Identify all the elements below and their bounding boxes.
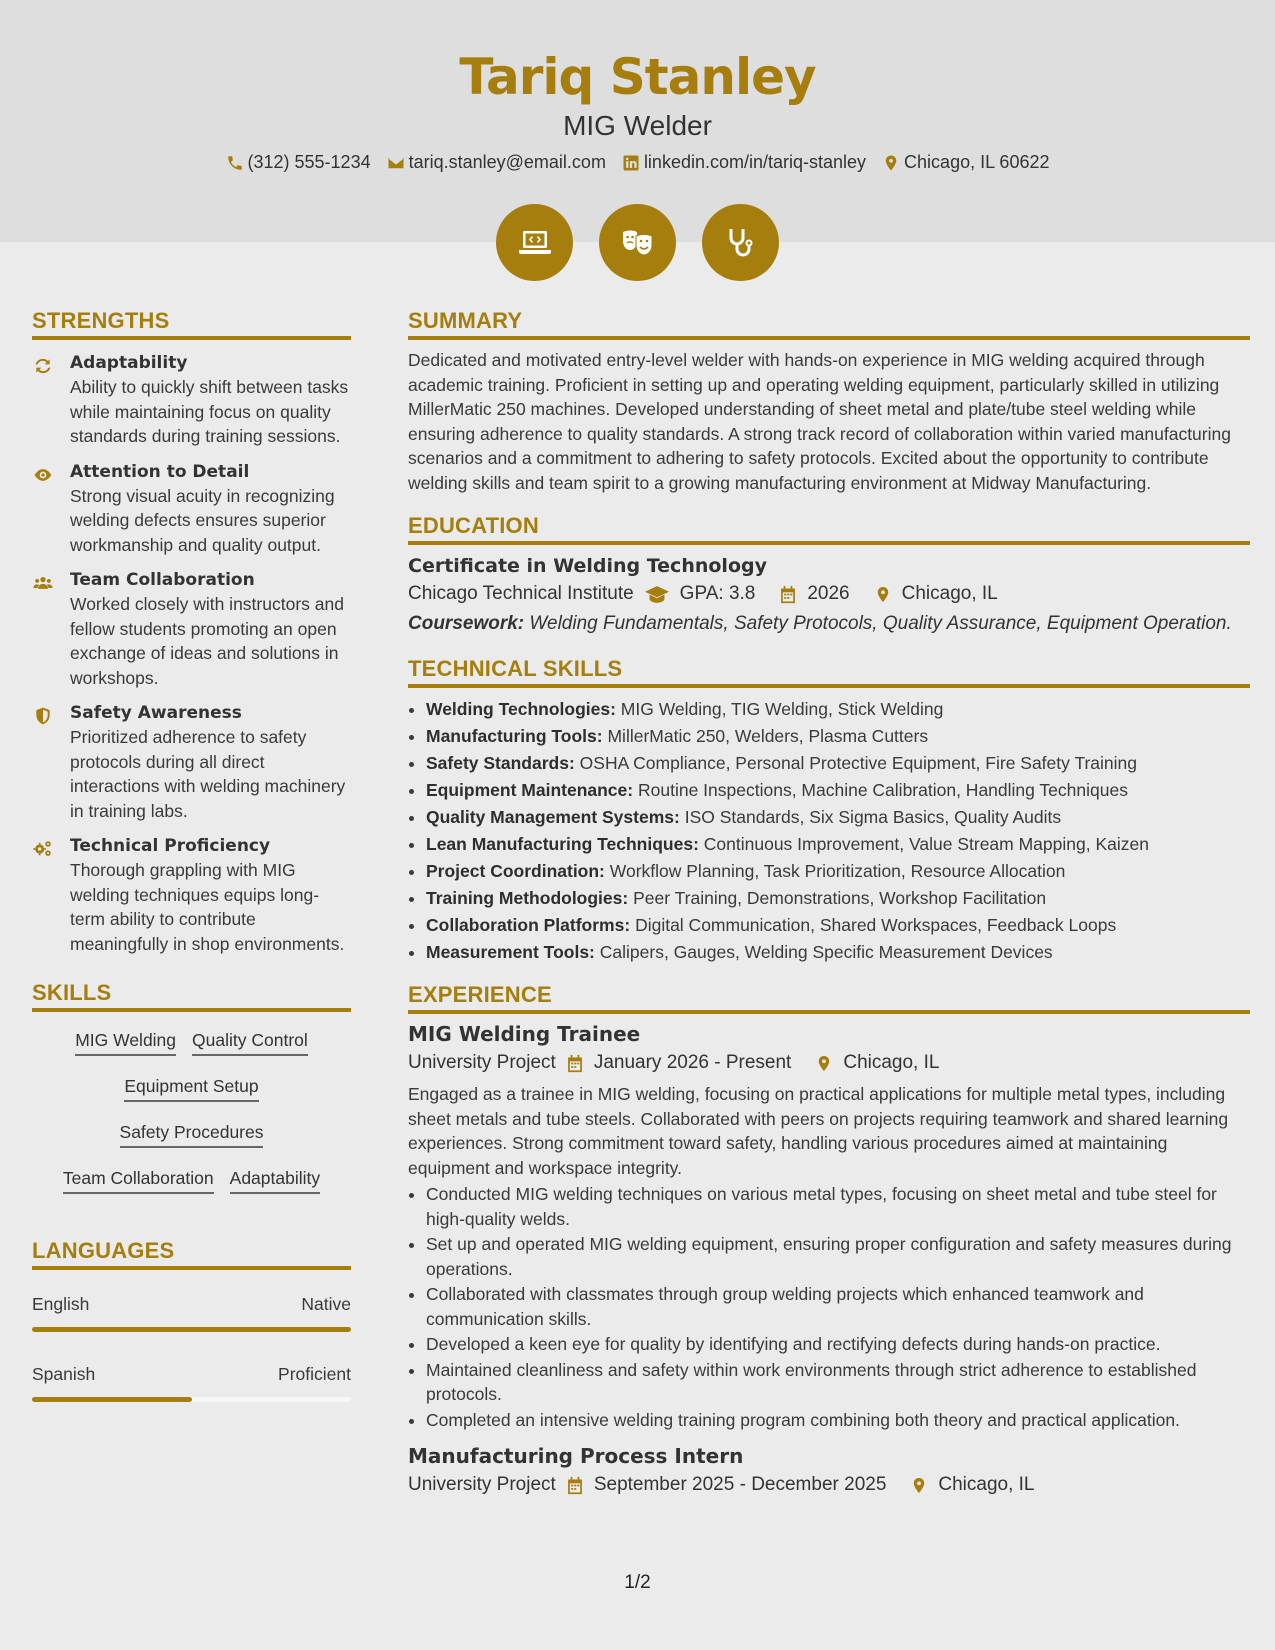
- degree-title: Certificate in Welding Technology: [408, 555, 767, 577]
- job-title: MIG Welder: [563, 110, 712, 141]
- job-entry-title: Manufacturing Process Intern: [408, 1444, 744, 1468]
- linkedin-text[interactable]: linkedin.com/in/tariq-stanley: [643, 152, 867, 172]
- list-item: • Set up and operated MIG welding equipment, ensuring proper configuration and safety measures during operations.: [426, 1232, 1250, 1281]
- job-org: University Project: [408, 1052, 556, 1073]
- strength-desc: Ability to quickly shift between tasks while maintaining focus on quality standards during training sessions.: [70, 377, 349, 446]
- education-location: Chicago, IL: [901, 583, 998, 604]
- list-item: • Lean Manufacturing Techniques: Continuous Improvement, Value Stream Mapping, Kaizen: [426, 831, 1250, 858]
- left-column: [32, 308, 351, 1402]
- language-bar-fill: [32, 1327, 351, 1332]
- calendar-icon: [566, 1054, 584, 1073]
- email-text[interactable]: tariq.stanley@email.com: [408, 152, 606, 172]
- map-pin-icon: [882, 154, 900, 172]
- skills-list: [32, 1030, 351, 1194]
- graduation-cap-icon: [644, 585, 670, 604]
- users-icon: [32, 573, 54, 593]
- list-item: • Maintained cleanliness and safety within work environments through strict adherence to established protocols.: [426, 1358, 1250, 1407]
- contact-bar: [0, 152, 1275, 173]
- list-item: • Collaborated with classmates through group welding projects which enhanced teamwork and communication skills.: [426, 1282, 1250, 1331]
- skill-tag: Team Collaboration: [63, 1168, 214, 1194]
- sync-icon: [32, 356, 54, 376]
- right-column: [408, 308, 1250, 1496]
- technical-skills-heading: TECHNICAL SKILLS: [408, 656, 1250, 688]
- job-entry: [408, 1444, 1250, 1496]
- job-entry-title: MIG Welding Trainee: [408, 1022, 641, 1046]
- language-bar: [32, 1397, 351, 1402]
- laptop-code-icon: [515, 223, 555, 263]
- map-pin-icon: [874, 585, 892, 604]
- summary-heading: SUMMARY: [408, 308, 1250, 340]
- summary-text: Dedicated and motivated entry-level welder with hands-on experience in MIG welding acquired through academic training. Proficient in setting up and operating welding equipment, particularly skilled in utilizing MillerMatic 250 machines. Developed understanding of sheet metal and plate/tube steel welding while ensuring adherence to quality standards. A strong track record of collaboration within varied manufacturing scenarios and a commitment to adhering to safety protocols. Excited about the opportunity to contribute welding skills and team spirit to a growing manufacturing environment at Midway Manufacturing.: [408, 350, 1231, 493]
- strength-desc: Strong visual acuity in recognizing welding defects ensures superior workmanship and quality output.: [70, 485, 335, 555]
- skill-tag: Equipment Setup: [124, 1076, 258, 1102]
- list-item: • Completed an intensive welding training program combining both theory and practical application.: [426, 1408, 1250, 1433]
- languages-heading: LANGUAGES: [32, 1238, 351, 1270]
- strength-title: Adaptability: [70, 353, 188, 373]
- school-name: Chicago Technical Institute: [408, 583, 634, 604]
- phone-icon: [226, 154, 244, 172]
- cogs-icon: [32, 839, 54, 859]
- strength-item: [32, 703, 351, 823]
- job-org: University Project: [408, 1474, 556, 1495]
- phone-text: (312) 555-1234: [247, 152, 371, 172]
- list-item: • Conducted MIG welding techniques on various metal types, focusing on sheet metal and tube steel for high-quality welds.: [426, 1182, 1250, 1231]
- badge-masks: [599, 204, 676, 281]
- skill-tag: MIG Welding: [75, 1030, 176, 1056]
- list-item: • Training Methodologies: Peer Training, Demonstrations, Workshop Facilitation: [426, 885, 1250, 912]
- location-text: Chicago, IL 60622: [904, 152, 1050, 172]
- coursework-label: Coursework:: [408, 613, 525, 634]
- strength-item: [32, 462, 351, 558]
- language-name: English: [32, 1294, 90, 1314]
- job-meta: [408, 1474, 1250, 1496]
- job-meta: [408, 1052, 1250, 1074]
- language-name: Spanish: [32, 1364, 96, 1384]
- calendar-icon: [779, 585, 797, 604]
- contact-email[interactable]: [387, 152, 606, 173]
- list-item: • Measurement Tools: Calipers, Gauges, Welding Specific Measurement Devices: [426, 939, 1250, 966]
- list-item: • Project Coordination: Workflow Planning, Task Prioritization, Resource Allocation: [426, 858, 1250, 885]
- page-number: 1/2: [624, 1572, 651, 1593]
- envelope-icon: [387, 154, 405, 172]
- list-item: • Safety Standards: OSHA Compliance, Personal Protective Equipment, Fire Safety Training: [426, 750, 1250, 777]
- education-meta: [408, 583, 1250, 605]
- candidate-name: Tariq Stanley: [459, 48, 816, 106]
- job-bullets: [408, 1182, 1250, 1432]
- list-item: • Developed a keen eye for quality by identifying and rectifying defects during hands-on practice.: [426, 1332, 1250, 1357]
- badge-stethoscope: [702, 204, 779, 281]
- language-item: [32, 1294, 351, 1332]
- job-dates: January 2026 - Present: [593, 1052, 792, 1073]
- language-bar-fill: [32, 1397, 192, 1402]
- contact-linkedin[interactable]: [622, 152, 866, 173]
- list-item: • Equipment Maintenance: Routine Inspections, Machine Calibration, Handling Techniques: [426, 777, 1250, 804]
- hobby-badges: [0, 204, 1275, 281]
- job-dates: September 2025 - December 2025: [593, 1474, 887, 1495]
- language-level: Native: [301, 1294, 351, 1314]
- skill-tag: Safety Procedures: [120, 1122, 264, 1148]
- strength-desc: Worked closely with instructors and fellow students promoting an open exchange of ideas and solutions in workshops.: [70, 594, 344, 688]
- contact-location: [882, 152, 1049, 173]
- strength-title: Attention to Detail: [70, 461, 250, 482]
- coursework-list: Welding Fundamentals, Safety Protocols, Quality Assurance, Equipment Operation.: [529, 613, 1232, 634]
- list-item: • Welding Technologies: MIG Welding, TIG Welding, Stick Welding: [426, 696, 1250, 723]
- strength-title: Technical Proficiency: [70, 836, 271, 856]
- list-item: • Collaboration Platforms: Digital Communication, Shared Workspaces, Feedback Loops: [426, 912, 1250, 939]
- strengths-heading: STRENGTHS: [32, 308, 351, 340]
- strength-item: [32, 570, 351, 690]
- education-heading: EDUCATION: [408, 513, 1250, 545]
- theater-masks-icon: [618, 223, 658, 263]
- skills-heading: SKILLS: [32, 980, 351, 1012]
- job-entry: [408, 1022, 1250, 1432]
- gpa: GPA: 3.8: [679, 583, 756, 604]
- language-bar: [32, 1327, 351, 1332]
- map-pin-icon: [815, 1054, 833, 1073]
- language-level: Proficient: [278, 1364, 351, 1384]
- coursework: [408, 612, 1250, 636]
- strength-desc: Prioritized adherence to safety protocols during all direct interactions with welding machinery in training labs.: [70, 727, 346, 821]
- job-location: Chicago, IL: [938, 1474, 1035, 1495]
- calendar-icon: [566, 1476, 584, 1495]
- strength-desc: Thorough grappling with MIG welding techniques equips long-term ability to contribute meaningfully in shop environments.: [70, 860, 345, 954]
- experience-heading: EXPERIENCE: [408, 982, 1250, 1014]
- technical-skills-list: [408, 696, 1250, 966]
- strength-item: [32, 353, 351, 449]
- graduation-year: 2026: [807, 583, 850, 604]
- eye-icon: [32, 465, 54, 485]
- job-description: Engaged as a trainee in MIG welding, focusing on practical applications for multiple metal types, including sheet metals and tube steels. Collaborated with peers on projects requiring teamwork and shared learning experiences. Strong commitment toward safety, handling various procedures aimed at maintaining equipment and workspace integrity.: [408, 1084, 1229, 1178]
- badge-laptop: [496, 204, 573, 281]
- strength-title: Team Collaboration: [70, 570, 255, 590]
- map-pin-icon: [910, 1476, 928, 1495]
- strength-title: Safety Awareness: [70, 703, 242, 723]
- skill-tag: Quality Control: [192, 1030, 308, 1056]
- skill-tag: Adaptability: [230, 1168, 320, 1194]
- stethoscope-icon: [721, 223, 761, 263]
- shield-icon: [32, 706, 54, 726]
- list-item: • Manufacturing Tools: MillerMatic 250, Welders, Plasma Cutters: [426, 723, 1250, 750]
- linkedin-icon: [622, 154, 640, 172]
- job-location: Chicago, IL: [843, 1052, 940, 1073]
- strength-item: [32, 836, 351, 956]
- language-item: [32, 1364, 351, 1402]
- contact-phone: [226, 152, 371, 173]
- list-item: • Quality Management Systems: ISO Standards, Six Sigma Basics, Quality Audits: [426, 804, 1250, 831]
